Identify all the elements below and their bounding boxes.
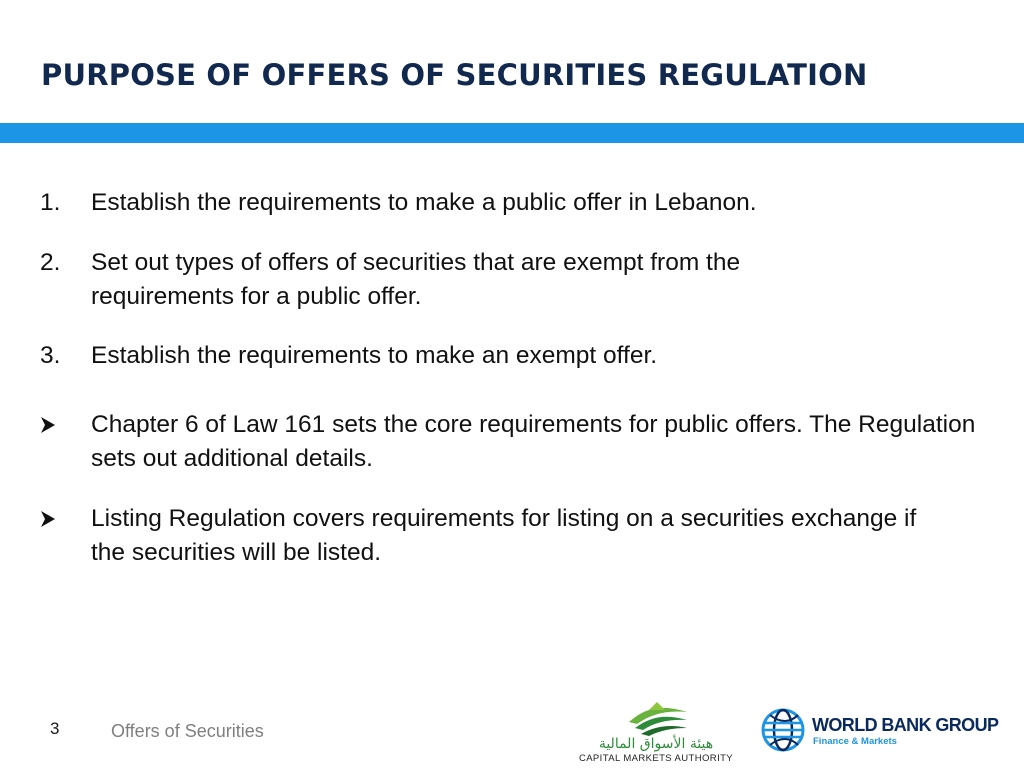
arrow-bullet-item-2 [40, 502, 990, 570]
item-text: Chapter 6 of Law 161 sets the core requirements for public offers. The Regulation sets out additional details. [91, 411, 976, 472]
page-number: 3 [50, 719, 60, 738]
title-accent-bar [0, 123, 1024, 143]
item-number: 3. [40, 342, 61, 369]
wbg-name: WORLD BANK GROUP [812, 715, 999, 735]
world-bank-globe-icon [760, 707, 806, 753]
item-text: Listing Regulation covers requirements for listing on a securities exchange if the securities will be listed. [91, 505, 917, 566]
capital-markets-authority-logo [575, 700, 737, 766]
item-number: 2. [40, 249, 61, 276]
cma-mountain-icon [627, 700, 689, 736]
numbered-item-3 [40, 339, 990, 373]
slide-title: PURPOSE OF OFFERS OF SECURITIES REGULATION [41, 58, 868, 92]
arrow-bullet-icon [40, 416, 56, 434]
item-text: Establish the requirements to make an exempt offer. [91, 342, 658, 369]
wbg-subtitle: Finance & Markets [813, 736, 897, 747]
cma-english-name: CAPITAL MARKETS AUTHORITY [578, 753, 734, 764]
item-number: 1. [40, 189, 61, 216]
numbered-item-2 [40, 246, 990, 314]
world-bank-group-logo [760, 705, 1000, 757]
numbered-item-1 [40, 186, 990, 220]
footer-title: Offers of Securities [111, 721, 264, 741]
arrow-bullet-item-1 [40, 408, 990, 476]
cma-arabic-name: هيئة الأسواق المالية [598, 736, 714, 752]
item-text: Set out types of offers of securities that are exempt from the requirements for a public offer. [91, 249, 741, 310]
item-text: Establish the requirements to make a public offer in Lebanon. [91, 189, 757, 216]
arrow-bullet-icon [40, 510, 56, 528]
